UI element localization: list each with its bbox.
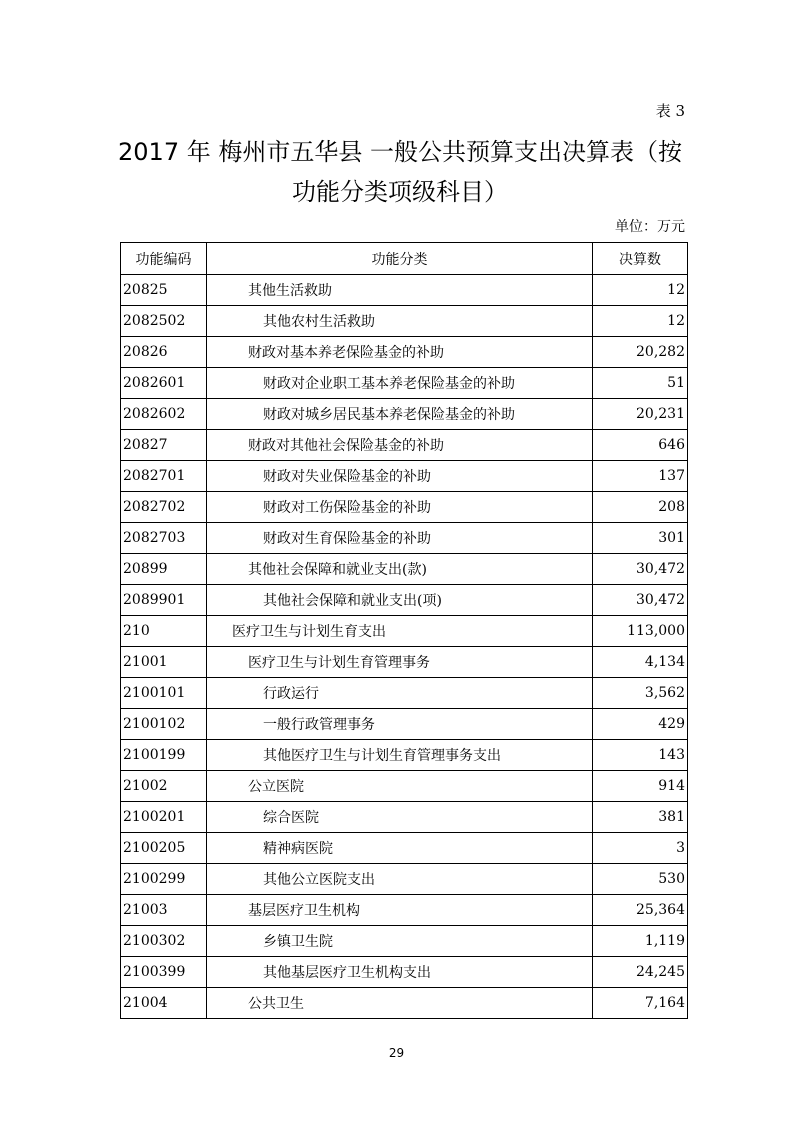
row-code: 2082601 [121, 368, 207, 399]
row-amount: 30,472 [593, 585, 688, 616]
row-amount: 3,562 [593, 678, 688, 709]
row-code: 2100205 [121, 833, 207, 864]
row-category: 财政对企业职工基本养老保险基金的补助 [207, 368, 593, 399]
row-code: 210 [121, 616, 207, 647]
row-code: 2089901 [121, 585, 207, 616]
row-code: 2100299 [121, 864, 207, 895]
row-category: 综合医院 [207, 802, 593, 833]
row-amount: 24,245 [593, 957, 688, 988]
row-category: 医疗卫生与计划生育管理事务 [207, 647, 593, 678]
row-code: 21004 [121, 988, 207, 1019]
row-category: 乡镇卫生院 [207, 926, 593, 957]
table-row [121, 709, 688, 740]
table-row [121, 895, 688, 926]
row-category: 医疗卫生与计划生育支出 [207, 616, 593, 647]
row-amount: 20,282 [593, 337, 688, 368]
row-amount: 30,472 [593, 554, 688, 585]
table-row [121, 368, 688, 399]
row-code: 2100101 [121, 678, 207, 709]
row-category: 其他基层医疗卫生机构支出 [207, 957, 593, 988]
row-amount: 12 [593, 275, 688, 306]
row-amount: 381 [593, 802, 688, 833]
table-row [121, 802, 688, 833]
row-category: 其他农村生活救助 [207, 306, 593, 337]
row-amount: 208 [593, 492, 688, 523]
row-category: 公共卫生 [207, 988, 593, 1019]
row-category: 财政对城乡居民基本养老保险基金的补助 [207, 399, 593, 430]
table-row [121, 430, 688, 461]
row-category: 其他医疗卫生与计划生育管理事务支出 [207, 740, 593, 771]
row-code: 21001 [121, 647, 207, 678]
table-row [121, 864, 688, 895]
row-category: 财政对基本养老保险基金的补助 [207, 337, 593, 368]
row-code: 2100302 [121, 926, 207, 957]
row-code: 2082703 [121, 523, 207, 554]
row-category: 财政对工伤保险基金的补助 [207, 492, 593, 523]
row-code: 20899 [121, 554, 207, 585]
row-amount: 113,000 [593, 616, 688, 647]
row-amount: 12 [593, 306, 688, 337]
header-amount: 决算数 [593, 243, 688, 275]
table-row [121, 523, 688, 554]
row-code: 2100199 [121, 740, 207, 771]
row-category: 其他社会保障和就业支出(款) [207, 554, 593, 585]
row-amount: 20,231 [593, 399, 688, 430]
row-amount: 4,134 [593, 647, 688, 678]
table-row [121, 554, 688, 585]
table-row [121, 585, 688, 616]
row-category: 精神病医院 [207, 833, 593, 864]
budget-table [120, 242, 688, 1019]
row-code: 2082701 [121, 461, 207, 492]
row-amount: 530 [593, 864, 688, 895]
table-row [121, 926, 688, 957]
row-amount: 51 [593, 368, 688, 399]
table-row [121, 275, 688, 306]
table-row [121, 678, 688, 709]
row-category: 财政对生育保险基金的补助 [207, 523, 593, 554]
unit-label: 单位：万元 [615, 219, 685, 235]
row-code: 21003 [121, 895, 207, 926]
header-category: 功能分类 [207, 243, 593, 275]
row-code: 20826 [121, 337, 207, 368]
table-row [121, 833, 688, 864]
row-code: 2082602 [121, 399, 207, 430]
table-row [121, 306, 688, 337]
row-code: 2082702 [121, 492, 207, 523]
table-row [121, 399, 688, 430]
row-code: 2100201 [121, 802, 207, 833]
row-amount: 646 [593, 430, 688, 461]
row-category: 其他社会保障和就业支出(项) [207, 585, 593, 616]
row-code: 2100399 [121, 957, 207, 988]
row-code: 2082502 [121, 306, 207, 337]
row-category: 其他公立医院支出 [207, 864, 593, 895]
table-row [121, 461, 688, 492]
row-code: 21002 [121, 771, 207, 802]
table-row [121, 492, 688, 523]
table-row [121, 740, 688, 771]
row-amount: 143 [593, 740, 688, 771]
table-row [121, 616, 688, 647]
row-amount: 301 [593, 523, 688, 554]
row-amount: 25,364 [593, 895, 688, 926]
row-code: 20825 [121, 275, 207, 306]
table-label: 表 3 [655, 102, 685, 120]
page-number: 29 [388, 1046, 405, 1060]
row-amount: 137 [593, 461, 688, 492]
row-category: 财政对其他社会保险基金的补助 [207, 430, 593, 461]
row-code: 20827 [121, 430, 207, 461]
row-code: 2100102 [121, 709, 207, 740]
document-title-line-1: 2017 年 梅州市五华县 一般公共预算支出决算表（按 [118, 138, 682, 166]
table-row [121, 771, 688, 802]
table-row [121, 337, 688, 368]
table-body [121, 275, 688, 1019]
row-category: 财政对失业保险基金的补助 [207, 461, 593, 492]
row-amount: 429 [593, 709, 688, 740]
table-row [121, 647, 688, 678]
row-category: 行政运行 [207, 678, 593, 709]
header-code: 功能编码 [121, 243, 207, 275]
row-amount: 1,119 [593, 926, 688, 957]
row-category: 其他生活救助 [207, 275, 593, 306]
table-header-row [121, 243, 688, 275]
table-row [121, 957, 688, 988]
row-category: 基层医疗卫生机构 [207, 895, 593, 926]
row-amount: 3 [593, 833, 688, 864]
document-title-line-2: 功能分类项级科目） [292, 178, 508, 206]
row-category: 公立医院 [207, 771, 593, 802]
row-category: 一般行政管理事务 [207, 709, 593, 740]
table-row [121, 988, 688, 1019]
row-amount: 914 [593, 771, 688, 802]
row-amount: 7,164 [593, 988, 688, 1019]
